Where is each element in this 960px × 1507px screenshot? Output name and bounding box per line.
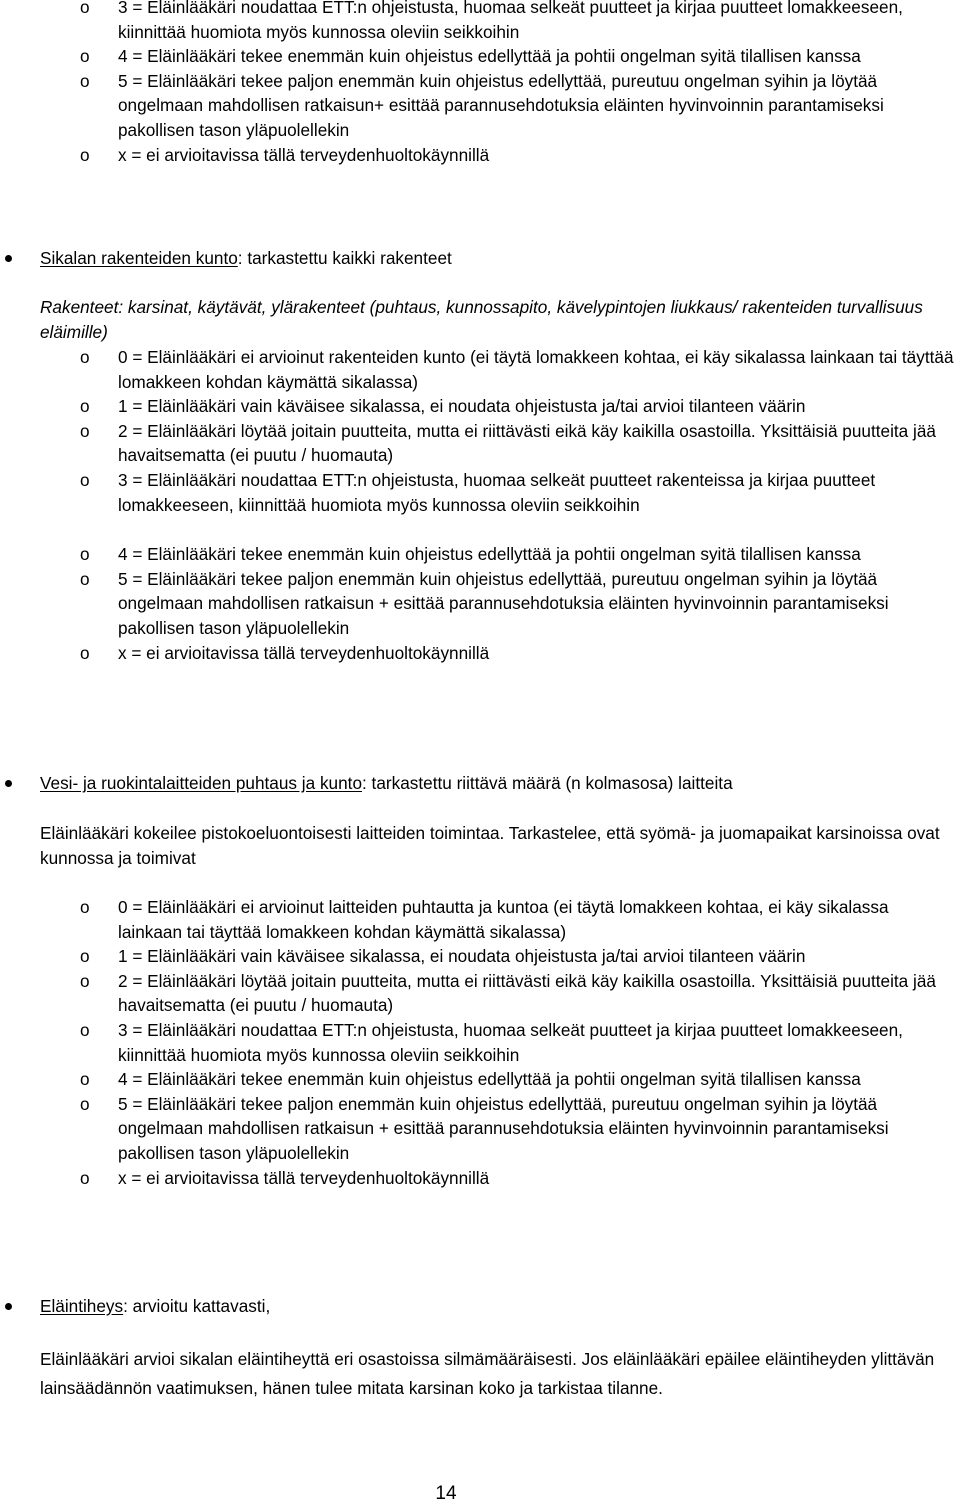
section-heading-elaintiheys <box>40 1294 956 1319</box>
list-item: o 0 = Eläinlääkäri ei arvioinut rakenteiden kunto (ei täytä lomakkeen kohtaa, ei käy sikalassa lainkaan tai täyttää lomakkeen kohdan käymättä sikalassa) <box>0 345 960 394</box>
section-intro-rakenteet: Rakenteet: karsinat, käytävät, ylärakenteet (puhtaus, kunnossapito, kävelypintojen liukkaus/ rakenteiden turvallisuus eläimille) <box>40 297 923 342</box>
list-item: o x = ei arvioitavissa tällä terveydenhuoltokäynnillä <box>0 1166 960 1191</box>
bullet-icon <box>5 255 12 262</box>
section-suffix: : arvioitu kattavasti, <box>123 1296 271 1316</box>
section-suffix: : tarkastettu riittävä määrä (n kolmasosa) laitteita <box>362 773 733 793</box>
page-number: 14 <box>435 1483 457 1504</box>
list-item: o 0 = Eläinlääkäri ei arvioinut laitteiden puhtautta ja kuntoa (ei täytä lomakkeen kohtaa, ei käy sikalassa lainkaan tai täyttää lomakkeen kohdan käymättä sikalassa) <box>0 895 960 944</box>
section-title: Vesi- ja ruokintalaitteiden puhtaus ja kunto <box>40 773 362 793</box>
section-heading-rakenteet <box>40 246 956 271</box>
list-item: o x = ei arvioitavissa tällä terveydenhuoltokäynnillä <box>0 143 960 168</box>
list-item: o 5 = Eläinlääkäri tekee paljon enemmän kuin ohjeistus edellyttää, pureutuu ongelman syihin ja löytää ongelmaan mahdollisen ratkaisun + esittää parannusehdotuksia eläinten hyvinvoinnin parantamiseksi pakollisen tason yläpuolellekin <box>0 567 960 641</box>
list-item: o 5 = Eläinlääkäri tekee paljon enemmän kuin ohjeistus edellyttää, pureutuu ongelman syihin ja löytää ongelmaan mahdollisen ratkaisun+ esittää parannusehdotuksia eläinten hyvinvoinnin parantamiseksi pakollisen tason yläpuolellekin <box>0 69 960 143</box>
section-title: Sikalan rakenteiden kunto <box>40 248 238 268</box>
section-heading-vesi <box>40 771 956 796</box>
list-item: o 4 = Eläinlääkäri tekee enemmän kuin ohjeistus edellyttää ja pohtii ongelman syitä tilallisen kanssa <box>0 44 960 69</box>
list-item: o x = ei arvioitavissa tällä terveydenhuoltokäynnillä <box>0 641 960 666</box>
vesi-rating-list <box>0 895 960 1190</box>
section-title: Eläintiheys <box>40 1296 124 1316</box>
section-suffix: : tarkastettu kaikki rakenteet <box>237 248 452 268</box>
list-item: o 5 = Eläinlääkäri tekee paljon enemmän kuin ohjeistus edellyttää, pureutuu ongelman syihin ja löytää ongelmaan mahdollisen ratkaisun + esittää parannusehdotuksia eläinten hyvinvoinnin parantamiseksi pakollisen tason yläpuolellekin <box>0 1092 960 1166</box>
rakenteet-rating-list <box>0 345 960 665</box>
list-item: o 3 = Eläinlääkäri noudattaa ETT:n ohjeistusta, huomaa selkeät puutteet rakenteissa ja kirjaa puutteet lomakkeeseen, kiinnittää huomiota myös kunnossa oleviin seikkoihin <box>0 468 960 517</box>
bullet-icon <box>5 780 12 787</box>
list-item: o 4 = Eläinlääkäri tekee enemmän kuin ohjeistus edellyttää ja pohtii ongelman syitä tilallisen kanssa <box>0 542 960 567</box>
list-item: o 1 = Eläinlääkäri vain käväisee sikalassa, ei noudata ohjeistusta ja/tai arvioi tilanteen väärin <box>0 394 960 419</box>
list-item: o 2 = Eläinlääkäri löytää joitain puutteita, mutta ei riittävästi eikä käy kaikilla osastoilla. Yksittäisiä puutteita jää havaitsematta (ei puutu / huomauta) <box>0 419 960 468</box>
list-item: o 4 = Eläinlääkäri tekee enemmän kuin ohjeistus edellyttää ja pohtii ongelman syitä tilallisen kanssa <box>0 1067 960 1092</box>
list-item: o 3 = Eläinlääkäri noudattaa ETT:n ohjeistusta, huomaa selkeät puutteet ja kirjaa puutteet lomakkeeseen, kiinnittää huomiota myös kunnossa oleviin seikkoihin <box>0 0 960 44</box>
top-rating-list <box>0 0 960 167</box>
section-intro-elaintiheys: Eläinlääkäri arvioi sikalan eläintiheyttä eri osastoissa silmämääräisesti. Jos eläinlääkäri epäilee eläintiheyden ylittävän lainsäädännön vaatimuksen, hänen tulee mitata karsinan koko ja tarkistaa tilanne. <box>40 1349 935 1398</box>
list-item: o 1 = Eläinlääkäri vain käväisee sikalassa, ei noudata ohjeistusta ja/tai arvioi tilanteen väärin <box>0 944 960 969</box>
list-item: o 2 = Eläinlääkäri löytää joitain puutteita, mutta ei riittävästi eikä käy kaikilla osastoilla. Yksittäisiä puutteita jää havaitsematta (ei puutu / huomauta) <box>0 969 960 1018</box>
section-intro-vesi: Eläinlääkäri kokeilee pistokoeluontoisesti laitteiden toimintaa. Tarkastelee, että syömä- ja juomapaikat karsinoissa ovat kunnossa ja toimivat <box>40 823 940 868</box>
list-item: o 3 = Eläinlääkäri noudattaa ETT:n ohjeistusta, huomaa selkeät puutteet ja kirjaa puutteet lomakkeeseen, kiinnittää huomiota myös kunnossa oleviin seikkoihin <box>0 1018 960 1067</box>
bullet-icon <box>5 1303 12 1310</box>
